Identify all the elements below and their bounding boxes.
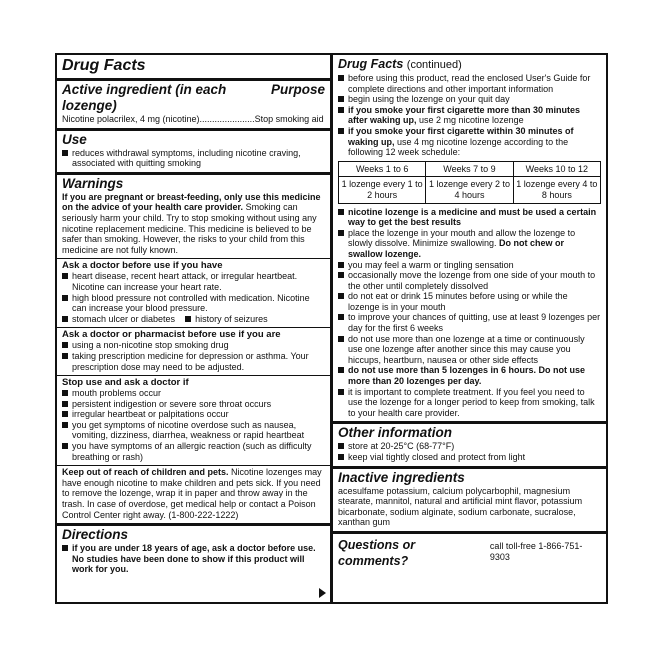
list-item: stomach ulcer or diabetes bbox=[62, 314, 175, 325]
ask-doctor-heading: Ask a doctor before use if you have bbox=[62, 260, 223, 272]
active-ingredient-section bbox=[57, 81, 330, 131]
bullet-icon bbox=[338, 293, 344, 299]
bullet-icon bbox=[338, 75, 344, 81]
drug-facts-title: Drug Facts bbox=[62, 57, 146, 74]
questions-section bbox=[333, 534, 606, 572]
list-item: nicotine lozenge is a medicine and must be used a certain way to get the best results bbox=[338, 207, 601, 228]
list-item: do not eat or drink 15 minutes before using or while the lozenge is in your mouth bbox=[338, 291, 601, 312]
schedule-header: Weeks 1 to 6 bbox=[339, 161, 426, 177]
list-item: begin using the lozenge on your quit day bbox=[338, 94, 601, 105]
list-item: history of seizures bbox=[185, 314, 268, 325]
bullet-icon bbox=[62, 273, 68, 279]
inactive-ingredients-heading: Inactive ingredients bbox=[338, 469, 465, 485]
bullet-icon bbox=[62, 545, 68, 551]
list-item: do not use more than 5 lozenges in 6 hours. Do not use more than 20 lozenges per day. bbox=[338, 365, 601, 386]
active-ingredient-heading: Active ingredient (in each lozenge) bbox=[62, 82, 227, 113]
bullet-icon bbox=[338, 107, 344, 113]
bullet-icon bbox=[185, 316, 191, 322]
list-item: reduces withdrawal symptoms, including nicotine craving, associated with quitting smoking bbox=[62, 148, 325, 169]
pregnancy-warning: If you are pregnant or breast-feeding, only use this medicine on the advice of your health care provider. Smoking can seriously harm your child. Try to stop smoking without using any nicotine replacement medicine. This medicine is believed to be safer than smoking. However, the risks to your child from this medicine are not fully known. bbox=[62, 191, 321, 255]
drug-facts-right-panel bbox=[331, 53, 608, 604]
ask-pharmacist-section bbox=[57, 328, 330, 376]
list-item: it is important to complete treatment. If you feel you need to use the lozenge for a longer period to keep from smoking, talk to your health care provider. bbox=[338, 387, 601, 419]
schedule-header: Weeks 10 to 12 bbox=[513, 161, 600, 177]
bullet-icon bbox=[338, 443, 344, 449]
questions-heading: Questions or comments? bbox=[338, 537, 416, 568]
list-item: do not use more than one lozenge at a time or continuously use one lozenge after another since this may cause you hiccups, heartburn, nausea or other side effects bbox=[338, 334, 601, 366]
directions-continued-section bbox=[333, 55, 606, 421]
list-item: place the lozenge in your mouth and allow the lozenge to slowly dissolve. Minimize swallowing. Do not chew or swallow lozenge. bbox=[338, 228, 601, 260]
bullet-icon bbox=[62, 150, 68, 156]
list-item: heart disease, recent heart attack, or irregular heartbeat. Nicotine can increase your heart rate. bbox=[62, 271, 325, 292]
list-item: to improve your chances of quitting, use at least 9 lozenges per day for the first 6 weeks bbox=[338, 312, 601, 333]
bullet-icon bbox=[338, 272, 344, 278]
inline-list bbox=[62, 314, 325, 325]
bullet-icon bbox=[338, 314, 344, 320]
bullet-icon bbox=[62, 316, 68, 322]
stop-use-section bbox=[57, 376, 330, 466]
purpose-heading: Purpose bbox=[270, 82, 325, 97]
schedule-header: Weeks 7 to 9 bbox=[426, 161, 513, 177]
list-item: you have symptoms of an allergic reaction (such as difficulty breathing or rash) bbox=[62, 441, 325, 462]
drug-facts-continued-title: Drug Facts (continued) bbox=[338, 57, 462, 71]
list-item: if you smoke your first cigarette more than 30 minutes after waking up, use 2 mg nicotine lozenge bbox=[338, 105, 601, 126]
list-item: you get symptoms of nicotine overdose such as nausea, vomiting, dizziness, diarrhea, weakness or rapid heartbeat bbox=[62, 420, 325, 441]
list-item: before using this product, read the enclosed User's Guide for complete directions and other important information bbox=[338, 73, 601, 94]
use-heading: Use bbox=[62, 131, 87, 147]
bullet-icon bbox=[338, 96, 344, 102]
schedule-cell: 1 lozenge every 2 to 4 hours bbox=[426, 177, 513, 203]
directions-heading: Directions bbox=[62, 527, 129, 543]
active-ingredient-line: Nicotine polacrilex, 4 mg (nicotine)......................Stop smoking aid bbox=[62, 114, 324, 124]
stop-use-heading: Stop use and ask a doctor if bbox=[62, 377, 189, 389]
keep-out-text: Keep out of reach of children and pets. Nicotine lozenges may have enough nicotine to make children and pets sick. If you need to remove the lozenge, wrap it in paper and throw away in the trash. In case of overdose, get medical help or contact a Poison Control Center right away. (1-800-222-1222) bbox=[62, 467, 322, 520]
bullet-icon bbox=[62, 390, 68, 396]
bullet-icon bbox=[338, 262, 344, 268]
list-item: you may feel a warm or tingling sensation bbox=[338, 260, 601, 271]
other-information-section bbox=[333, 421, 606, 468]
schedule-cell: 1 lozenge every 1 to 2 hours bbox=[339, 177, 426, 203]
list-item: mouth problems occur bbox=[62, 388, 325, 399]
bullet-icon bbox=[62, 295, 68, 301]
list-item: keep vial tightly closed and protect from light bbox=[338, 452, 601, 463]
bullet-icon bbox=[62, 422, 68, 428]
drug-facts-left-panel bbox=[55, 53, 332, 604]
drug-facts-title-section bbox=[57, 55, 330, 81]
dosing-schedule-table bbox=[338, 161, 601, 204]
bullet-icon bbox=[62, 353, 68, 359]
directions-section bbox=[57, 526, 330, 578]
bullet-icon bbox=[338, 454, 344, 460]
list-item: if you are under 18 years of age, ask a doctor before use. No studies have been done to show if this product will work for you. bbox=[62, 543, 325, 575]
bullet-icon bbox=[338, 128, 344, 134]
bullet-icon bbox=[62, 411, 68, 417]
questions-phone: call toll-free 1-866-751-9303 bbox=[489, 540, 583, 562]
bullet-icon bbox=[338, 367, 344, 373]
continue-arrow-icon bbox=[319, 588, 326, 598]
warnings-section bbox=[57, 175, 330, 260]
bullet-icon bbox=[338, 336, 344, 342]
schedule-cell: 1 lozenge every 4 to 8 hours bbox=[513, 177, 600, 203]
ask-doctor-section bbox=[57, 259, 330, 328]
list-item: using a non-nicotine stop smoking drug bbox=[62, 340, 325, 351]
list-item: if you smoke your first cigarette within 30 minutes of waking up, use 4 mg nicotine lozenge according to the following 12 week schedule: bbox=[338, 126, 601, 158]
inactive-ingredients-text: acesulfame potassium, calcium polycarbophil, magnesium stearate, mannitol, natural and artificial mint flavor, potassium bicarbonate, sodium alginate, sodium carbonate, sucralose, xanthan gum bbox=[338, 485, 583, 528]
bullet-icon bbox=[62, 401, 68, 407]
bullet-icon bbox=[338, 209, 344, 215]
bullet-icon bbox=[338, 230, 344, 236]
other-information-heading: Other information bbox=[338, 425, 452, 441]
inactive-ingredients-section bbox=[333, 469, 606, 534]
ask-pharmacist-heading: Ask a doctor or pharmacist before use if you are bbox=[62, 329, 281, 341]
bullet-icon bbox=[62, 443, 68, 449]
list-item: persistent indigestion or severe sore throat occurs bbox=[62, 399, 325, 410]
use-section bbox=[57, 131, 330, 175]
list-item: store at 20-25°C (68-77°F) bbox=[338, 441, 601, 452]
keep-out-section bbox=[57, 466, 330, 526]
list-item: occasionally move the lozenge from one side of your mouth to the other until completely dissolved bbox=[338, 270, 601, 291]
list-item: taking prescription medicine for depression or asthma. Your prescription dose may need to be adjusted. bbox=[62, 351, 325, 372]
bullet-icon bbox=[338, 389, 344, 395]
warnings-heading: Warnings bbox=[62, 175, 124, 191]
list-item: high blood pressure not controlled with medication. Nicotine can increase your blood pressure. bbox=[62, 293, 325, 314]
bullet-icon bbox=[62, 342, 68, 348]
list-item: irregular heartbeat or palpitations occur bbox=[62, 409, 325, 420]
